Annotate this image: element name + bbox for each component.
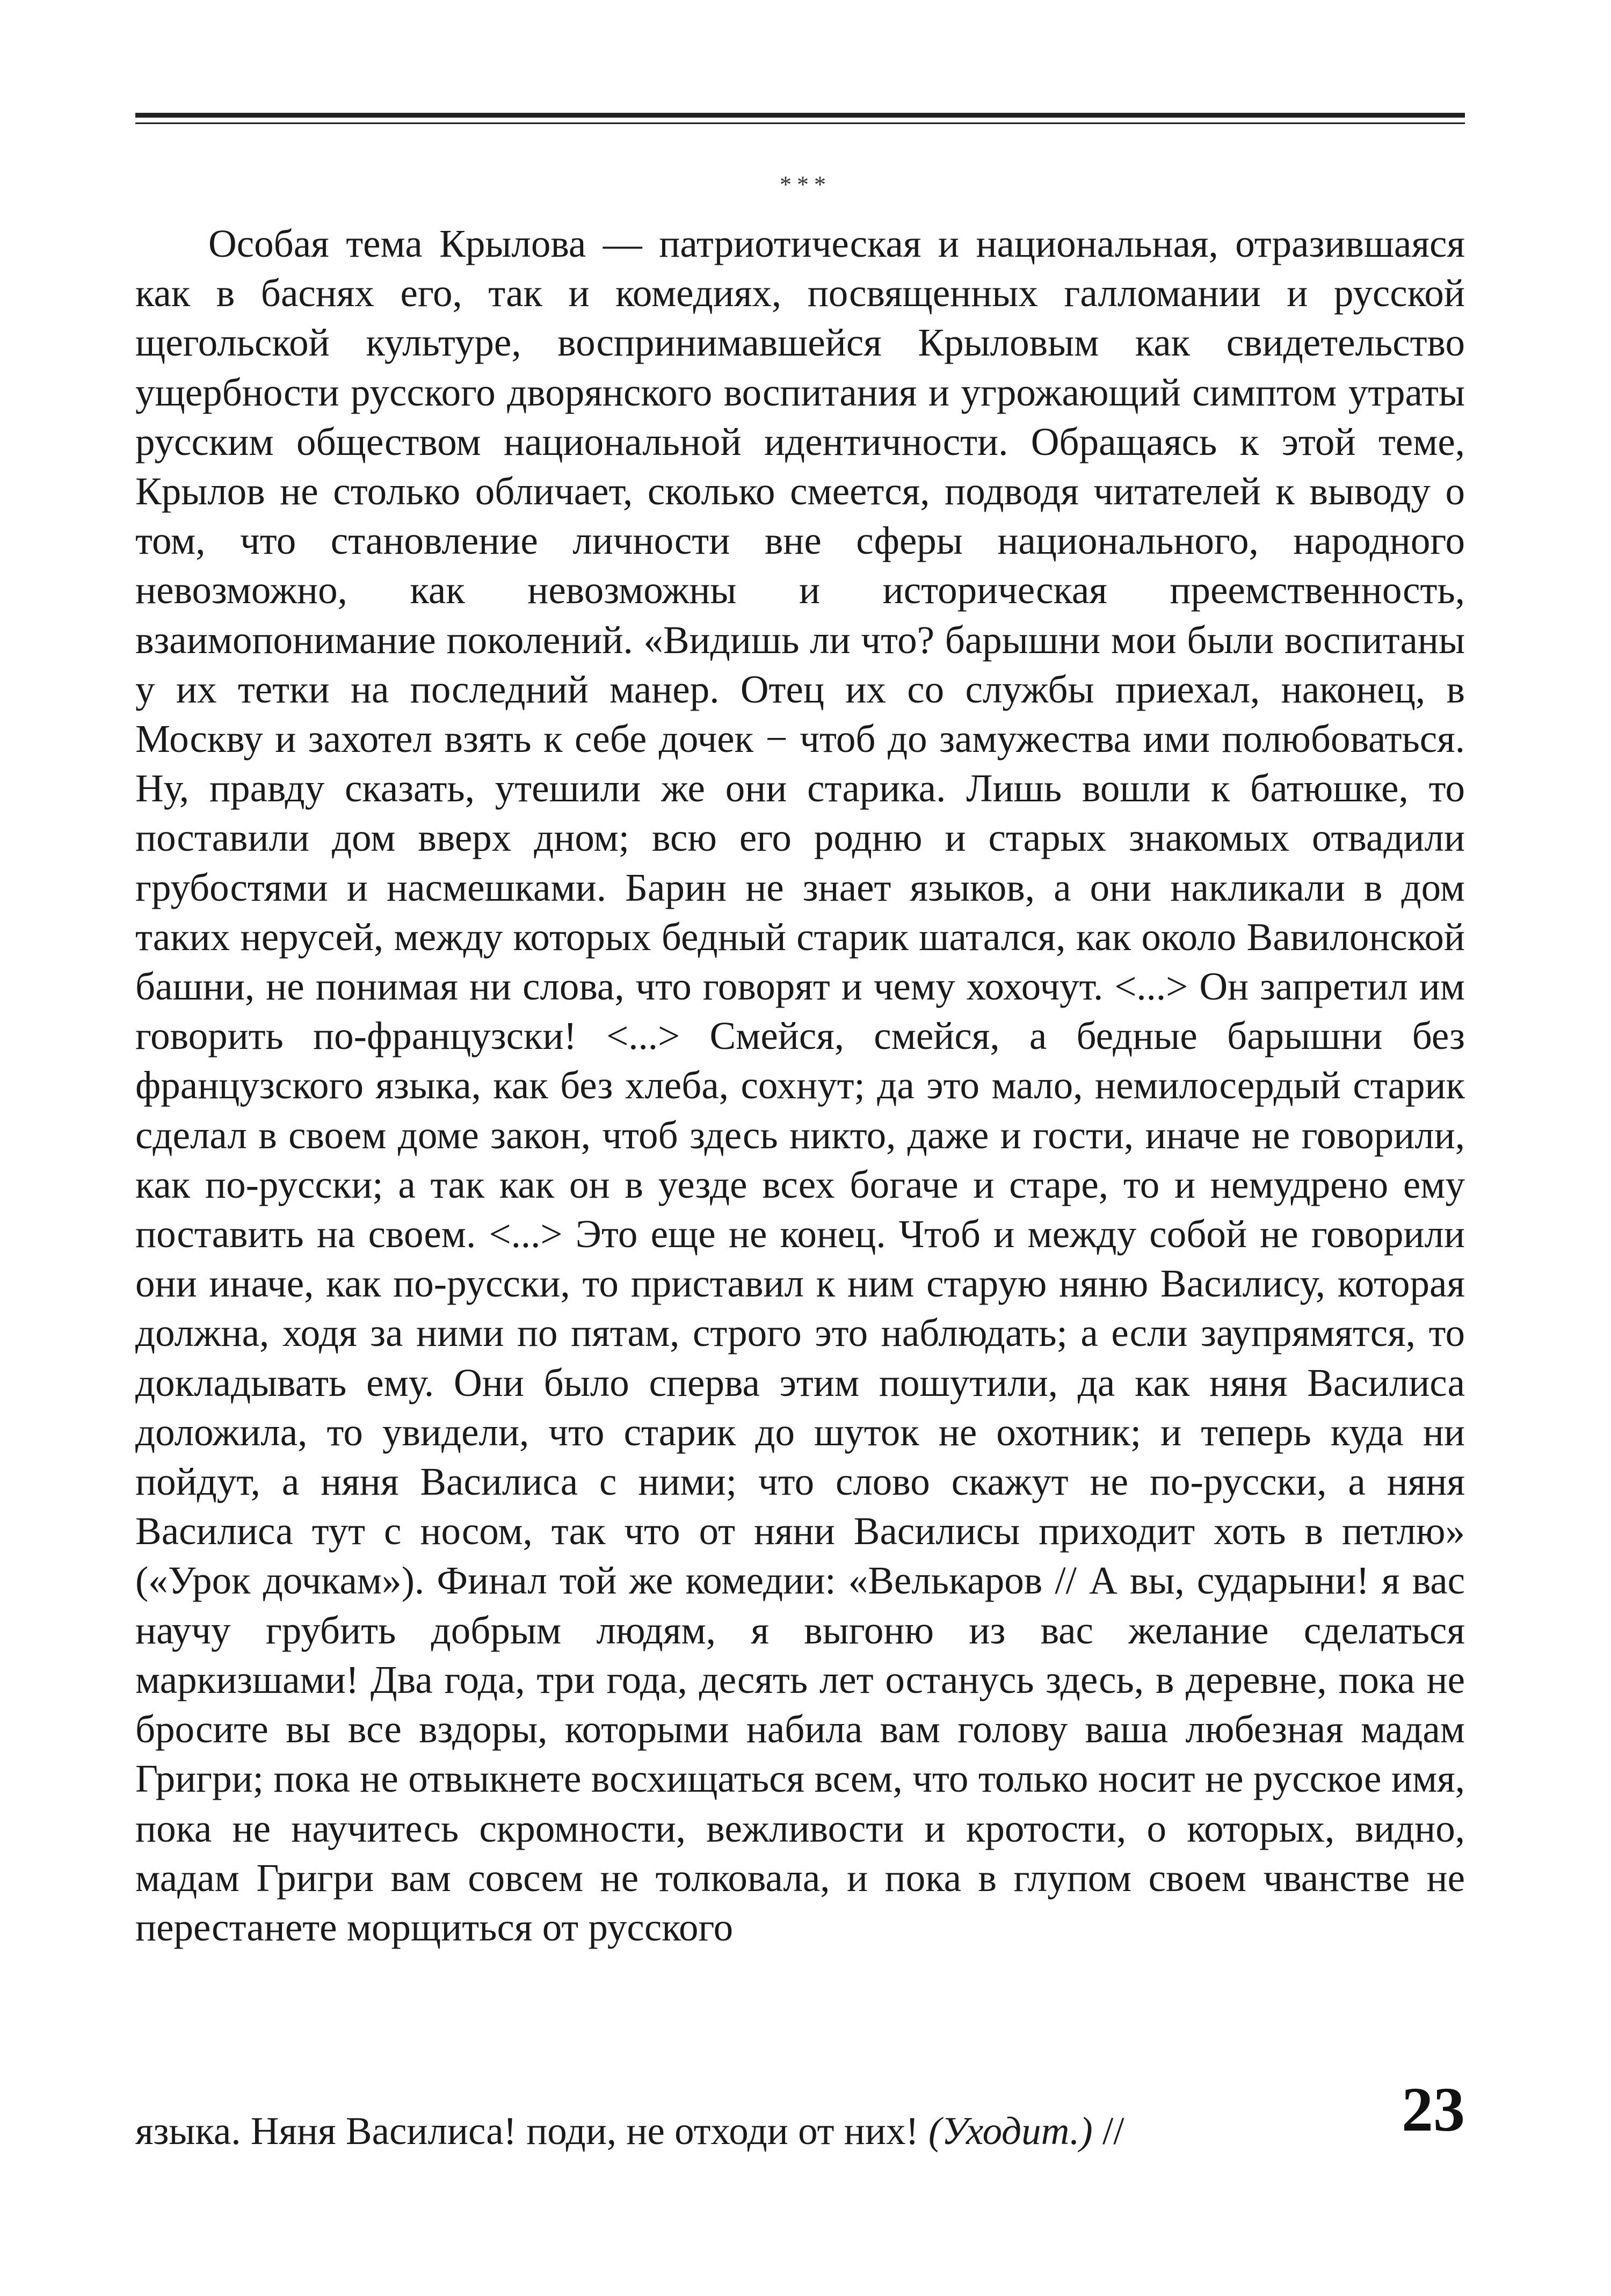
section-break-marker: *** xyxy=(780,171,831,198)
final-line-tail: // xyxy=(1092,2109,1124,2153)
final-line-text: языка. Няня Василиса! поди, не отходи от них! xyxy=(135,2109,929,2153)
header-rule-thick xyxy=(135,113,1465,118)
body-paragraph: Особая тема Крылова — патриотическая и национальная, отразившаяся как в баснях его, так и комедиях, посвященных галломании и русской щегольской культуре, воспринимавшейся Крыловым как свидетельство ущербности русского дворянского воспитания и угрожающий симптом утраты русским обществом национальной идентичности. Обращаясь к этой теме, Крылов не столько обличает, сколько смеется, подводя читателей к выводу о том, что становление личности вне сферы национального, народного невозможно, как невозможны и историческая преемственность, взаимопонимание поколений. «Видишь ли что? барышни мои были воспитаны у их тетки на последний манер. Отец их со службы приехал, наконец, в Москву и захотел взять к себе дочек − чтоб до замужества ими полюбоваться. Ну, правду сказать, утешили же они старика. Лишь вошли к батюшке, то поставили дом вверх дном; всю его родню и старых знакомых отвадили грубостями и насмешками. Барин не знает языков, а они накликали в дом таких нерусей, между которых бедный старик шатался, как около Вавилонской башни, не понимая ни слова, что говорят и чему хохочут. <...> Он запретил им говорить по-французски! <...> Смейся, смейся, а бедные барышни без французского языка, как без хлеба, сохнут; да это мало, немилосердый старик сделал в своем доме закон, чтоб здесь никто, даже и гости, иначе не говорили, как по-русски; а так как он в уезде всех богаче и старе, то и немудрено ему поставить на своем. <...> Это еще не конец. Чтоб и между собой не говорили они иначе, как по-русски, то приставил к ним старую няню Василису, которая должна, ходя за ними по пятам, строго это наблюдать; а если заупрямятся, то докладывать ему. Они было сперва этим пошутили, да как няня Василиса доложила, то увидели, что старик до шуток не охотник; и теперь куда ни пойдут, а няня Василиса с ними; что слово скажут не по-русски, а няня Василиса тут с носом, так что от няни Василисы приходит хоть в петлю» («Урок дочкам»). Финал той же комедии: «Велькаров // А вы, сударыни! я вас научу грубить добрым людям, я выгоню из вас желание сделаться маркизшами! Два года, три года, десять лет останусь здесь, в деревне, пока не бросите вы все вздоры, которыми набила вам голову ваша любезная мадам Григри; пока не отвыкнете восхищаться всем, что только носит не русское имя, пока не научитесь скромности, вежливости и кротости, о которых, видно, мадам Григри вам совсем не толковала, и пока в глупом своем чванстве не перестанете морщиться от русского xyxy=(135,222,1465,1949)
page-number: 23 xyxy=(1402,2074,1465,2145)
final-line xyxy=(135,2106,1124,2156)
header-rule-thin xyxy=(135,122,1465,124)
stage-direction: (Уходит.) xyxy=(928,2109,1093,2153)
